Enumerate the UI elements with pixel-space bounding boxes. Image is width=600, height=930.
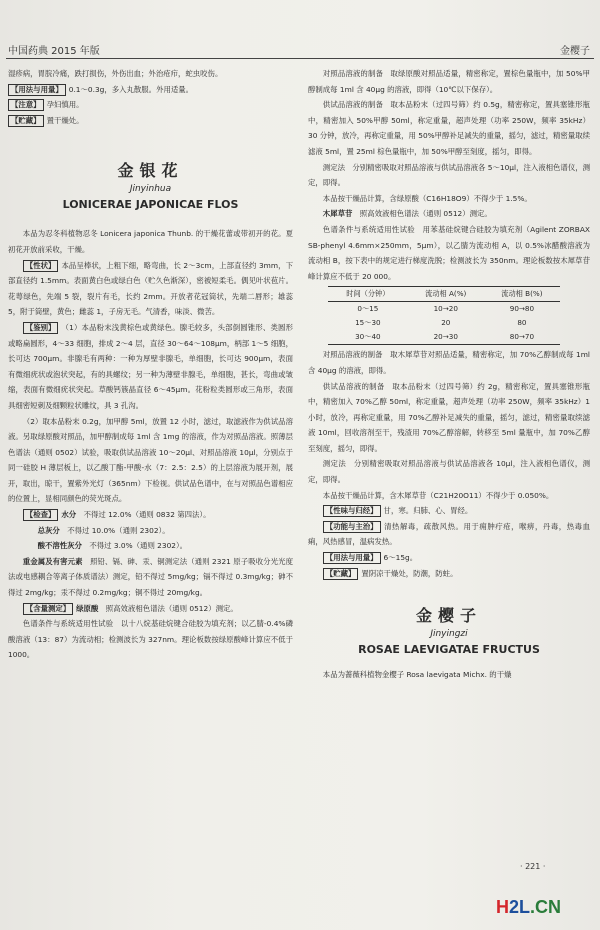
- check-acid-label: 酸不溶性灰分: [37, 541, 82, 551]
- assay-tag: 【含量测定】: [23, 603, 73, 615]
- store-text: 置阴凉干燥处，防潮，防蛀。: [361, 568, 458, 578]
- monograph-title-latin-2: ROSAE LAEVIGATAE FRUCTUS: [358, 643, 540, 657]
- caution-tag: 【注意】: [8, 99, 44, 111]
- check-water: [8, 507, 293, 523]
- table-cell: 15～30: [355, 318, 381, 328]
- determination-method: 测定法 分别精密吸取对照品溶液与供试品溶液各 5～10μl，注入液相色谱仪，测定，即得。: [308, 162, 590, 188]
- heavy-metals: [8, 554, 293, 601]
- dose-paragraph: [308, 550, 590, 566]
- character-tag: 【性状】: [23, 260, 59, 272]
- monograph-title-cn: 金银花: [117, 161, 184, 181]
- content-limit-2: 本品按干燥品计算，含木犀草苷（C21H20O11）不得少于 0.050%。: [322, 490, 554, 500]
- table-row: [328, 302, 560, 317]
- table-header-cell: 流动相 B(%): [501, 289, 543, 299]
- check-water-label: 水分: [61, 510, 77, 520]
- table-cell: 0～15: [357, 304, 379, 314]
- nature-paragraph: [308, 503, 590, 519]
- monograph-title-latin: LONICERAE JAPONICAE FLOS: [62, 198, 239, 212]
- storage-text: 置干燥处。: [46, 115, 84, 125]
- table-cell: 80→70: [509, 332, 535, 342]
- monograph-title-pinyin: Jinyinhua: [129, 184, 172, 195]
- running-header-right: 金樱子: [560, 46, 590, 57]
- watermark-logo: [496, 897, 561, 918]
- header-rule: [6, 58, 594, 59]
- table-cell: 80: [517, 318, 527, 328]
- reference-solution-2: 对照品溶液的制备 取木犀草苷对照品适量，精密称定，加 70%乙醇制成每 1ml 含 40μg 的溶液，即得。: [308, 350, 590, 375]
- page-number: · 221 ·: [520, 862, 546, 871]
- table-header-cell: 时间（分钟）: [346, 289, 390, 299]
- function-text: 清热解毒，疏散风热。用于痈肿疔疮，喉痹，丹毒，热毒血痢，风热感冒，温病发热。: [308, 521, 590, 547]
- left-column: [8, 66, 293, 663]
- monograph-title-pinyin-2: Jinyingzi: [430, 629, 468, 640]
- sample-solution: 供试品溶液的制备 取本品粉末（过四号筛）约 0.5g，精密称定，置具塞锥形瓶中，精密加入 50%甲醇 50ml，称定重量，超声处理（功率 250W，频率 35kHz）30 分钟，放冷，再称定重量，用 50%甲醇补足减失的重量，摇匀，滤过，精密量取续滤液 5ml，置 25ml 棕色量瓶中，加 50%甲醇至刻度，摇匀，即得。: [308, 100, 590, 156]
- check-ash-label: 总灰分: [37, 525, 60, 535]
- check-ash: [8, 523, 293, 539]
- identification-tag: 【鉴别】: [23, 322, 59, 334]
- continued-text: 湿疹病，胃脘冷痛，跌打损伤，外伤出血；外治疮疖，蛇虫咬伤。: [8, 69, 223, 78]
- nature-tag: 【性味与归经】: [323, 505, 381, 517]
- store-tag: 【贮藏】: [323, 568, 359, 580]
- check-water-text: 不得过 12.0%（通则 0832 第四法）。: [83, 510, 211, 520]
- caution-text: 孕妇慎用。: [46, 100, 84, 110]
- luteolin-paragraph: [308, 206, 590, 222]
- reference-solution: 对照品溶液的制备 取绿原酸对照品适量，精密称定，置棕色量瓶中，加 50%甲醇制成每 1ml 含 40μg 的溶液，即得（10℃以下保存）。: [308, 69, 590, 94]
- usage-tag: 【用法与用量】: [8, 84, 66, 96]
- chromatography-conditions-2: 色谱条件与系统适用性试验 用苯基硅烷键合硅胶为填充剂（Agilent ZORBAX SB-phenyl 4.6mm×250mm，5μm），以乙腈为流动相 A，以 0.5%冰醋酸溶液为流动相 B，按下表中的规定进行梯度洗脱；检测波长为 350nm。理论板数按木犀草苷峰计算应不低于 20 000。: [308, 224, 590, 281]
- table-row: [328, 316, 560, 330]
- dose-tag: 【用法与用量】: [323, 552, 381, 564]
- table-cell: 90→80: [509, 304, 535, 314]
- table-cell: 20→30: [433, 332, 458, 342]
- running-header-left: 中国药典 2015 年版: [8, 46, 100, 57]
- monograph-intro-2: 本品为蔷薇科植物金樱子 Rosa laevigata Michx. 的干燥: [322, 670, 512, 680]
- table-row: [328, 330, 560, 345]
- table-header-row: [328, 287, 560, 302]
- storage-tag: 【贮藏】: [8, 115, 44, 127]
- determination-method-2: 测定法 分别精密吸取对照品溶液与供试品溶液各 10μl，注入液相色谱仪，测定，即得。: [308, 459, 590, 485]
- watermark-part: .CN: [530, 897, 562, 917]
- character-paragraph: [8, 258, 293, 320]
- watermark-part: 2L: [509, 897, 531, 917]
- table-cell: 20: [441, 318, 451, 328]
- store-paragraph: [308, 566, 590, 582]
- check-tag: 【检查】: [23, 509, 59, 521]
- watermark-part: H: [496, 897, 509, 917]
- assay-label: 绿原酸: [76, 603, 99, 613]
- check-ash-text: 不得过 10.0%（通则 2302）。: [67, 525, 170, 535]
- luteolin-text: 照高效液相色谱法（通则 0512）测定。: [359, 209, 492, 219]
- luteolin-label: 木犀草苷: [322, 209, 353, 219]
- heavy-metals-text: 照铅、镉、砷、汞、铜测定法（通则 2321 原子吸收分光光度法或电感耦合等离子体质谱法）测定，铅不得过 5mg/kg；镉不得过 0.3mg/kg；砷不得过 2mg/kg；汞不得过 0.2mg/kg；铜不得过 20mg/kg。: [8, 556, 293, 598]
- table-cell: 10→20: [433, 304, 458, 314]
- check-acid-text: 不得过 3.0%（通则 2302）。: [89, 541, 188, 551]
- storage-paragraph: [8, 113, 293, 129]
- assay-paragraph: [8, 601, 293, 617]
- identification-text-1: （1）本品粉末浅黄棕色或黄绿色。腺毛较多，头部倒圆锥形、类圆形或略扁圆形，4～33 细胞，排成 2～4 层，直径 30～64～108μm，柄部 1～5 细胞，长可达 700μm。非腺毛有两种：一种为厚壁非腺毛，单细胞，长可达 900μm，表面有微细疣状或泡状突起，有的具螺纹；另一种为薄壁非腺毛，单细胞，甚长，弯曲或皱缩，表面有微细疣状突起。草酸钙簇晶直径 6～45μm。花粉粒类圆形或三角形，表面具细密短刺及细颗粒状雕纹，具 3 孔沟。: [8, 322, 293, 410]
- caution-paragraph: [8, 97, 293, 113]
- right-column: [308, 66, 590, 683]
- heavy-metals-label: 重金属及有害元素: [22, 556, 83, 566]
- content-limit: 本品按干燥品计算，含绿原酸（C16H18O9）不得少于 1.5%。: [322, 193, 532, 203]
- identification-text-2: （2）取本品粉末 0.2g，加甲醇 5ml，放置 12 小时，滤过，取滤液作为供试品溶液。另取绿原酸对照品，加甲醇制成每 1ml 含 1mg 的溶液，作为对照品溶液。照薄层色谱法（通则 0502）试验，吸取供试品溶液 10～20μl、对照品溶液 10μl，分别点于同一硅胶 H 薄层板上，以乙酸丁酯-甲酸-水（7：2.5：2.5）的上层溶液为展开剂，展开，取出，晾干，置紫外光灯（365nm）下检视。供试品色谱中，在与对照品色谱相应的位置上，显相同颜色的荧光斑点。: [8, 416, 293, 504]
- gradient-table: [328, 286, 560, 345]
- identification-paragraph-1: [8, 320, 293, 414]
- usage-text: 0.1～0.3g，多入丸散服。外用适量。: [68, 84, 194, 94]
- function-paragraph: [308, 519, 590, 550]
- chromatography-conditions: 色谱条件与系统适用性试验 以十八烷基硅烷键合硅胶为填充剂；以乙腈-0.4%磷酸溶液（13：87）为流动相；检测波长为 327nm。理论板数按绿原酸峰计算应不低于 1000。: [8, 619, 293, 660]
- table-cell: 30～40: [355, 332, 381, 342]
- function-tag: 【功能与主治】: [323, 521, 381, 533]
- monograph-title-cn-2: 金樱子: [415, 606, 482, 626]
- assay-text: 照高效液相色谱法（通则 0512）测定。: [105, 603, 238, 613]
- check-acid: [8, 538, 293, 554]
- dose-text: 6～15g。: [383, 553, 418, 563]
- character-text: 本品呈棒状，上粗下细，略弯曲，长 2～3cm，上部直径约 3mm，下部直径约 1.5mm。表面黄白色或绿白色（贮久色渐深），密被短柔毛。偶见叶状苞片。花萼绿色，先端 5 裂，裂片有毛，长约 2mm。开放者花冠筒状，先端二唇形；雄蕊 5，附于筒壁，黄色；雌蕊 1，子房无毛。气清香，味淡、微苦。: [8, 260, 293, 317]
- usage-paragraph: [8, 82, 293, 98]
- table-header-cell: 流动相 A(%): [425, 289, 467, 299]
- sample-solution-2: 供试品溶液的制备 取本品粉末（过四号筛）约 2g，精密称定，置具塞锥形瓶中，精密加入 70%乙醇 50ml，称定重量，超声处理（功率 250W，频率 35kHz）1 小时，放冷，再称定重量，用 70%乙醇补足减失的重量，摇匀，滤过，精密量取续滤液 10ml，回收溶剂至干，残渣用 70%乙醇溶解，转移至 5ml 量瓶中，加 70%乙醇至刻度，摇匀，即得。: [308, 381, 590, 453]
- monograph-intro: 本品为忍冬科植物忍冬 Lonicera japonica Thunb. 的干燥花蕾或带初开的花。夏初花开放前采收，干燥。: [8, 229, 293, 254]
- nature-text: 甘，寒。归肺、心、胃经。: [383, 506, 473, 516]
